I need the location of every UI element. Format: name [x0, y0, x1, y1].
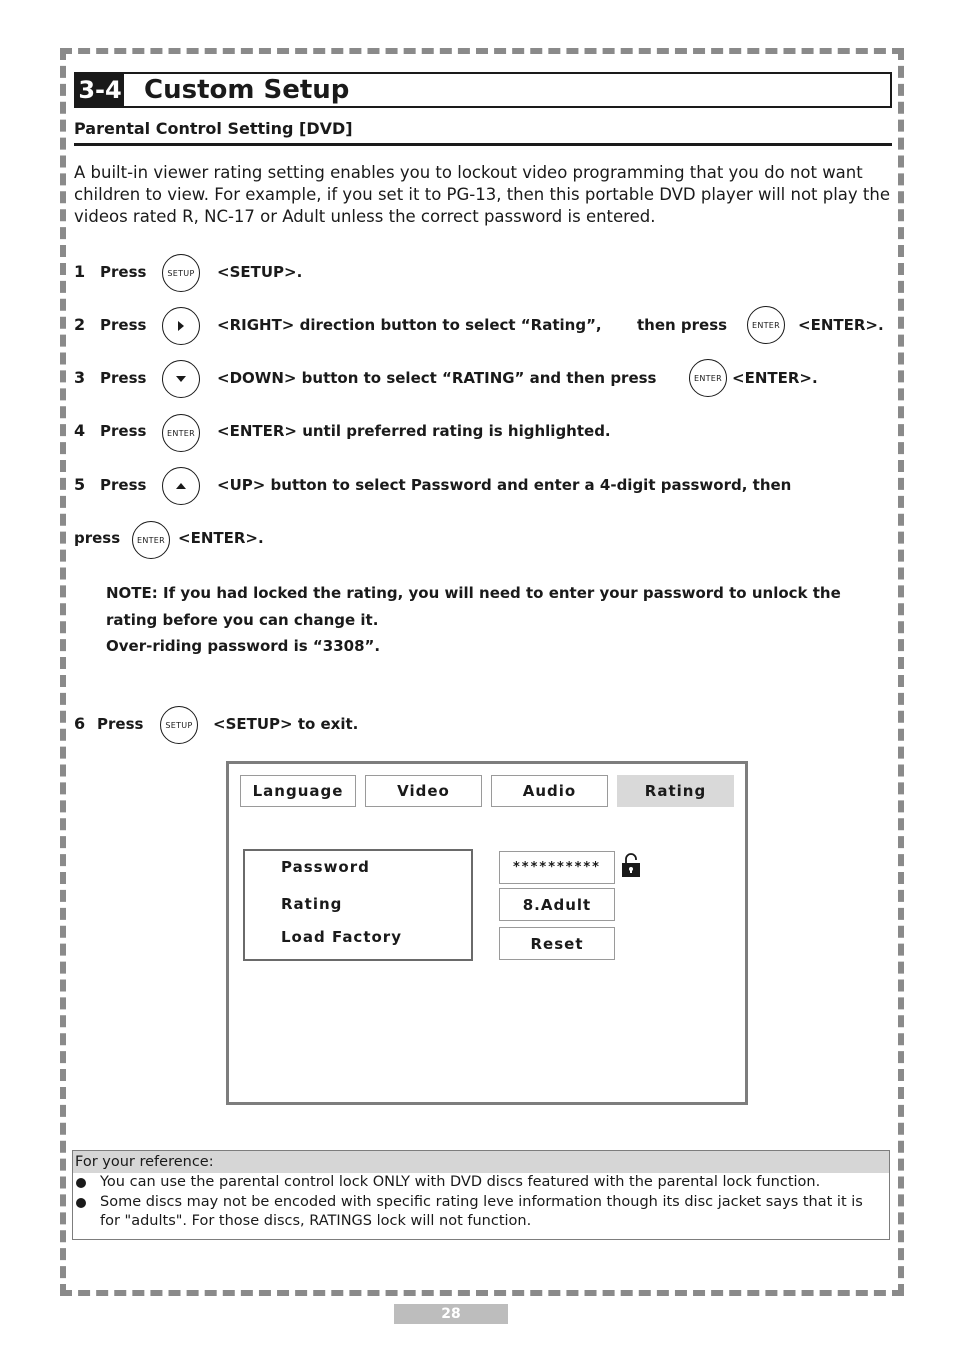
step-4-number: 4 [74, 421, 86, 440]
right-arrow-icon [175, 319, 187, 333]
enter-button-icon: ENTER [162, 414, 200, 452]
reference-item-1: You can use the parental control lock ONLY with DVD discs featured with the parental lock function. [100, 1174, 821, 1190]
subsection-title: Parental Control Setting [DVD] [74, 119, 353, 138]
step-2-press: Press [100, 316, 147, 334]
enter-button-icon: ENTER [132, 521, 170, 559]
step-1-press: Press [100, 263, 147, 281]
step-6-press: Press [97, 715, 144, 733]
step-5-end: <ENTER>. [178, 529, 264, 547]
rating-value[interactable]: 8.Adult [499, 888, 615, 921]
menu-item-rating[interactable]: Rating [281, 895, 343, 913]
step-2-number: 2 [74, 315, 86, 334]
section-number: 3-4 [76, 74, 124, 106]
page-border [60, 48, 904, 1296]
menu-item-load-factory[interactable]: Load Factory [281, 928, 402, 946]
step-3-press: Press [100, 369, 147, 387]
right-arrow-button-icon [162, 307, 200, 345]
bullet-icon [76, 1198, 86, 1208]
password-field[interactable]: ********** [499, 851, 615, 884]
page-number: 28 [394, 1304, 508, 1324]
section-title: Custom Setup [144, 75, 350, 105]
down-arrow-button-icon [162, 360, 200, 398]
up-arrow-button-icon [162, 467, 200, 505]
up-arrow-icon [174, 480, 188, 492]
step-2-text: <RIGHT> direction button to select “Rating”, [217, 316, 602, 334]
tab-audio[interactable]: Audio [491, 775, 608, 807]
step-1-text: <SETUP>. [217, 263, 303, 281]
step-5-text: <UP> button to select Password and enter a 4-digit password, then [217, 476, 792, 494]
step-6-text: <SETUP> to exit. [213, 715, 359, 733]
step-4-press: Press [100, 422, 147, 440]
step-4-text: <ENTER> until preferred rating is highlighted. [217, 422, 611, 440]
step-1-number: 1 [74, 262, 86, 281]
reset-button[interactable]: Reset [499, 927, 615, 960]
step-5-press2: press [74, 529, 121, 547]
subsection-divider [74, 143, 892, 146]
setup-button-icon: SETUP [162, 254, 200, 292]
step-6-number: 6 [74, 714, 86, 733]
tab-language[interactable]: Language [240, 775, 356, 807]
padlock-icon [621, 852, 641, 878]
enter-button-icon: ENTER [689, 359, 727, 397]
step-5-press: Press [100, 476, 147, 494]
note [106, 580, 896, 660]
setup-button-icon: SETUP [160, 706, 198, 744]
reference-item-2: Some discs may not be encoded with specific rating leve information though its disc jacket says that it is for "adults". For those discs, RATINGS lock will not function. [100, 1194, 863, 1229]
intro-paragraph: A built-in viewer rating setting enables you to lockout video programming that you do not want children to view. For example, if you set it to PG-13, then this portable DVD player will not play the videos rated R, NC-17 or Adult unless the correct password is entered. [74, 163, 891, 226]
note-text: NOTE: If you had locked the rating, you will need to enter your password to unlock the rating before you can change it. [106, 584, 841, 629]
bullet-icon [76, 1178, 86, 1188]
step-5-number: 5 [74, 475, 86, 494]
down-arrow-icon [174, 373, 188, 385]
step-2-then: then press [637, 316, 728, 334]
step-3-text: <DOWN> button to select “RATING” and then press [217, 369, 657, 387]
tab-rating[interactable]: Rating [617, 775, 734, 807]
menu-item-password[interactable]: Password [281, 858, 370, 876]
note-password: Over-riding password is “3308”. [106, 637, 381, 655]
reference-title: For your reference: [73, 1151, 889, 1173]
tab-video[interactable]: Video [365, 775, 482, 807]
enter-button-icon: ENTER [747, 306, 785, 344]
step-3-end: <ENTER>. [732, 369, 818, 387]
step-2-end: <ENTER>. [798, 316, 884, 334]
step-3-number: 3 [74, 368, 86, 387]
